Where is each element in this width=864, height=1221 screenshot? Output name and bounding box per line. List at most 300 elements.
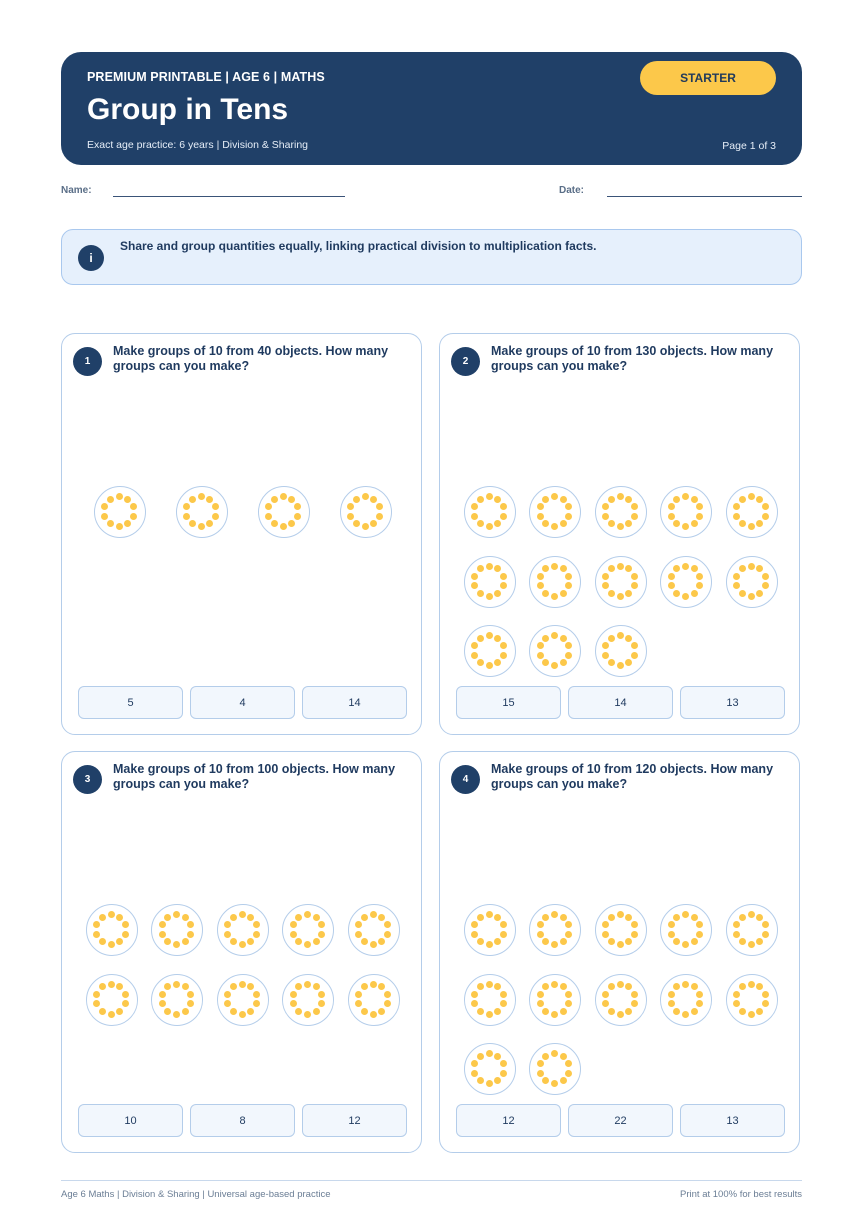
counter-circle-icon — [348, 974, 400, 1026]
dot-icon — [625, 635, 632, 642]
dot-icon — [239, 911, 246, 918]
dot-icon — [122, 1000, 129, 1007]
dot-icon — [355, 1000, 362, 1007]
answer-options — [78, 1104, 408, 1137]
counter-circle-icon — [282, 904, 334, 956]
dot-icon — [471, 582, 478, 589]
header-kicker: PREMIUM PRINTABLE | AGE 6 | MATHS — [87, 70, 325, 84]
dot-icon — [537, 513, 544, 520]
dot-icon — [625, 520, 632, 527]
dot-icon — [224, 931, 231, 938]
answer-option[interactable]: 10 — [78, 1104, 183, 1137]
dot-icon — [294, 513, 301, 520]
dot-icon — [565, 642, 572, 649]
dot-icon — [182, 983, 189, 990]
dot-icon — [739, 496, 746, 503]
dot-icon — [608, 520, 615, 527]
dot-icon — [265, 503, 272, 510]
dot-icon — [560, 565, 567, 572]
dot-icon — [631, 503, 638, 510]
dot-icon — [486, 563, 493, 570]
counter-circle-icon — [464, 486, 516, 538]
dot-icon — [247, 914, 254, 921]
dot-icon — [602, 931, 609, 938]
dot-icon — [625, 659, 632, 666]
dot-icon — [173, 911, 180, 918]
dot-icon — [486, 941, 493, 948]
counter-circle-icon — [529, 904, 581, 956]
dot-icon — [361, 1008, 368, 1015]
dot-icon — [560, 1008, 567, 1015]
dot-icon — [471, 931, 478, 938]
dot-icon — [182, 938, 189, 945]
dot-icon — [691, 914, 698, 921]
answer-option[interactable]: 13 — [680, 1104, 785, 1137]
dot-icon — [631, 1000, 638, 1007]
dot-icon — [230, 983, 237, 990]
level-badge: STARTER — [640, 61, 776, 95]
dot-icon — [739, 590, 746, 597]
dot-icon — [318, 1000, 325, 1007]
dot-icon — [304, 911, 311, 918]
dot-icon — [673, 565, 680, 572]
dot-icon — [471, 573, 478, 580]
dot-icon — [224, 1000, 231, 1007]
dot-icon — [206, 520, 213, 527]
dot-icon — [290, 1000, 297, 1007]
info-box — [61, 229, 802, 285]
info-icon: i — [78, 245, 104, 271]
dot-icon — [370, 1011, 377, 1018]
dot-icon — [99, 983, 106, 990]
dot-icon — [116, 493, 123, 500]
page-title: Group in Tens — [87, 93, 289, 126]
dot-icon — [471, 513, 478, 520]
dot-icon — [212, 503, 219, 510]
counter-circle-icon — [529, 486, 581, 538]
dot-icon — [673, 520, 680, 527]
dot-icon — [494, 520, 501, 527]
dot-icon — [602, 582, 609, 589]
dot-icon — [477, 1077, 484, 1084]
dot-icon — [253, 1000, 260, 1007]
dot-icon — [378, 983, 385, 990]
dot-icon — [551, 1050, 558, 1057]
dot-icon — [93, 931, 100, 938]
dot-icon — [288, 496, 295, 503]
dot-icon — [696, 921, 703, 928]
group-area — [62, 334, 421, 734]
dot-icon — [668, 582, 675, 589]
dot-icon — [318, 921, 325, 928]
dot-icon — [108, 1011, 115, 1018]
dot-icon — [107, 496, 114, 503]
answer-option[interactable]: 22 — [568, 1104, 673, 1137]
footer-right: Print at 100% for best results — [680, 1189, 802, 1200]
dot-icon — [124, 520, 131, 527]
dot-icon — [313, 938, 320, 945]
dot-icon — [239, 941, 246, 948]
dot-icon — [602, 921, 609, 928]
dot-icon — [602, 573, 609, 580]
dot-icon — [187, 921, 194, 928]
answer-option[interactable]: 4 — [190, 686, 295, 719]
dot-icon — [187, 991, 194, 998]
question-card-1 — [61, 333, 422, 735]
dot-icon — [696, 513, 703, 520]
dot-icon — [691, 590, 698, 597]
dot-icon — [304, 941, 311, 948]
counter-circle-icon — [340, 486, 392, 538]
dot-icon — [187, 931, 194, 938]
date-field[interactable] — [607, 196, 802, 197]
dot-icon — [739, 565, 746, 572]
dot-icon — [355, 931, 362, 938]
dot-icon — [733, 573, 740, 580]
counter-circle-icon — [464, 1043, 516, 1095]
dot-icon — [673, 938, 680, 945]
dot-icon — [537, 582, 544, 589]
dot-icon — [271, 520, 278, 527]
dot-icon — [565, 1000, 572, 1007]
dot-icon — [486, 1080, 493, 1087]
dot-icon — [537, 1070, 544, 1077]
dot-icon — [565, 573, 572, 580]
dot-icon — [159, 1000, 166, 1007]
dot-icon — [486, 523, 493, 530]
dot-icon — [494, 1008, 501, 1015]
dot-icon — [691, 520, 698, 527]
counter-circle-icon — [151, 974, 203, 1026]
dot-icon — [748, 941, 755, 948]
dot-icon — [537, 991, 544, 998]
dot-icon — [560, 635, 567, 642]
counter-circle-icon — [176, 486, 228, 538]
dot-icon — [762, 503, 769, 510]
dot-icon — [560, 938, 567, 945]
dot-icon — [542, 496, 549, 503]
answer-option[interactable]: 14 — [568, 686, 673, 719]
dot-icon — [108, 911, 115, 918]
dot-icon — [370, 981, 377, 988]
answer-option[interactable]: 14 — [302, 686, 407, 719]
dot-icon — [500, 582, 507, 589]
dot-icon — [362, 523, 369, 530]
dot-icon — [280, 523, 287, 530]
dot-icon — [99, 1008, 106, 1015]
dot-icon — [762, 921, 769, 928]
counter-circle-icon — [94, 486, 146, 538]
dot-icon — [361, 983, 368, 990]
dot-icon — [542, 914, 549, 921]
dot-icon — [617, 632, 624, 639]
counter-circle-icon — [86, 904, 138, 956]
dot-icon — [551, 981, 558, 988]
dot-icon — [617, 593, 624, 600]
dot-icon — [608, 565, 615, 572]
dot-icon — [537, 1000, 544, 1007]
counter-circle-icon — [464, 556, 516, 608]
dot-icon — [353, 496, 360, 503]
dot-icon — [560, 496, 567, 503]
dot-icon — [494, 1053, 501, 1060]
dot-icon — [206, 496, 213, 503]
dot-icon — [370, 520, 377, 527]
dot-icon — [756, 983, 763, 990]
dot-icon — [486, 662, 493, 669]
dot-icon — [691, 938, 698, 945]
dot-icon — [739, 914, 746, 921]
dot-icon — [189, 520, 196, 527]
dot-icon — [668, 513, 675, 520]
dot-icon — [384, 931, 391, 938]
dot-icon — [182, 1008, 189, 1015]
name-label: Name: — [61, 185, 92, 196]
dot-icon — [370, 911, 377, 918]
dot-icon — [756, 1008, 763, 1015]
dot-icon — [494, 938, 501, 945]
dot-icon — [355, 991, 362, 998]
dot-icon — [748, 1011, 755, 1018]
dot-icon — [691, 983, 698, 990]
dot-icon — [304, 1011, 311, 1018]
counter-circle-icon — [660, 904, 712, 956]
dot-icon — [486, 911, 493, 918]
dot-icon — [187, 1000, 194, 1007]
dot-icon — [500, 513, 507, 520]
dot-icon — [762, 931, 769, 938]
dot-icon — [551, 662, 558, 669]
dot-icon — [376, 503, 383, 510]
dot-icon — [318, 931, 325, 938]
dot-icon — [500, 652, 507, 659]
dot-icon — [189, 496, 196, 503]
dot-icon — [542, 1008, 549, 1015]
dot-icon — [173, 981, 180, 988]
dot-icon — [212, 513, 219, 520]
dot-icon — [668, 921, 675, 928]
dot-icon — [198, 493, 205, 500]
answer-option[interactable]: 12 — [456, 1104, 561, 1137]
name-field[interactable] — [113, 196, 345, 197]
dot-icon — [376, 513, 383, 520]
counter-circle-icon — [529, 625, 581, 677]
answer-option[interactable]: 13 — [680, 686, 785, 719]
answer-option[interactable]: 8 — [190, 1104, 295, 1137]
dot-icon — [631, 513, 638, 520]
dot-icon — [108, 941, 115, 948]
dot-icon — [130, 513, 137, 520]
dot-icon — [471, 1060, 478, 1067]
dot-icon — [551, 563, 558, 570]
dot-icon — [271, 496, 278, 503]
dot-icon — [542, 565, 549, 572]
dot-icon — [631, 931, 638, 938]
dot-icon — [625, 590, 632, 597]
dot-icon — [617, 662, 624, 669]
dot-icon — [500, 1060, 507, 1067]
dot-icon — [471, 1070, 478, 1077]
dot-icon — [551, 523, 558, 530]
dot-icon — [265, 513, 272, 520]
dot-icon — [739, 938, 746, 945]
dot-icon — [617, 911, 624, 918]
dot-icon — [290, 931, 297, 938]
dot-icon — [361, 914, 368, 921]
dot-icon — [486, 1011, 493, 1018]
dot-icon — [130, 503, 137, 510]
counter-circle-icon — [86, 974, 138, 1026]
answer-options — [456, 686, 786, 719]
dot-icon — [608, 590, 615, 597]
dot-icon — [602, 513, 609, 520]
dot-icon — [560, 659, 567, 666]
dot-icon — [551, 632, 558, 639]
answer-option[interactable]: 12 — [302, 1104, 407, 1137]
dot-icon — [230, 1008, 237, 1015]
dot-icon — [682, 1011, 689, 1018]
dot-icon — [551, 1011, 558, 1018]
info-text: Share and group quantities equally, linking practical division to multiplication facts. — [120, 239, 597, 253]
dot-icon — [682, 911, 689, 918]
group-area — [62, 752, 421, 1152]
dot-icon — [733, 1000, 740, 1007]
dot-icon — [565, 1060, 572, 1067]
dot-icon — [347, 513, 354, 520]
dot-icon — [230, 914, 237, 921]
dot-icon — [608, 496, 615, 503]
dot-icon — [362, 493, 369, 500]
dot-icon — [353, 520, 360, 527]
dot-icon — [748, 523, 755, 530]
dot-icon — [565, 991, 572, 998]
dot-icon — [494, 496, 501, 503]
question-text: Make groups of 10 from 120 objects. How many groups can you make? — [491, 762, 774, 791]
dot-icon — [542, 635, 549, 642]
dot-icon — [280, 493, 287, 500]
dot-icon — [93, 991, 100, 998]
dot-icon — [295, 983, 302, 990]
dot-icon — [631, 582, 638, 589]
dot-icon — [182, 914, 189, 921]
dot-icon — [748, 593, 755, 600]
dot-icon — [602, 1000, 609, 1007]
dot-icon — [696, 931, 703, 938]
dot-icon — [173, 1011, 180, 1018]
question-text: Make groups of 10 from 130 objects. How many groups can you make? — [491, 344, 774, 373]
dot-icon — [551, 941, 558, 948]
dot-icon — [602, 503, 609, 510]
dot-icon — [471, 991, 478, 998]
dot-icon — [542, 983, 549, 990]
dot-icon — [164, 938, 171, 945]
dot-icon — [99, 914, 106, 921]
dot-icon — [384, 921, 391, 928]
dot-icon — [370, 941, 377, 948]
dot-icon — [313, 983, 320, 990]
dot-icon — [762, 991, 769, 998]
dot-icon — [625, 565, 632, 572]
dot-icon — [239, 1011, 246, 1018]
counter-circle-icon — [529, 974, 581, 1026]
dot-icon — [253, 921, 260, 928]
dot-icon — [355, 921, 362, 928]
dot-icon — [733, 503, 740, 510]
counter-circle-icon — [726, 556, 778, 608]
dot-icon — [631, 652, 638, 659]
dot-icon — [551, 1080, 558, 1087]
dot-icon — [560, 590, 567, 597]
dot-icon — [542, 659, 549, 666]
dot-icon — [318, 991, 325, 998]
dot-icon — [756, 496, 763, 503]
dot-icon — [682, 981, 689, 988]
dot-icon — [101, 513, 108, 520]
dot-icon — [537, 652, 544, 659]
dot-icon — [696, 582, 703, 589]
dot-icon — [500, 573, 507, 580]
question-number: 1 — [73, 347, 102, 376]
counter-circle-icon — [660, 556, 712, 608]
dot-icon — [224, 921, 231, 928]
question-number: 4 — [451, 765, 480, 794]
dot-icon — [696, 573, 703, 580]
dot-icon — [477, 914, 484, 921]
answer-option[interactable]: 5 — [78, 686, 183, 719]
dot-icon — [542, 1077, 549, 1084]
dot-icon — [471, 503, 478, 510]
dot-icon — [756, 914, 763, 921]
dot-icon — [748, 493, 755, 500]
counter-circle-icon — [464, 974, 516, 1026]
dot-icon — [748, 981, 755, 988]
answer-options — [78, 686, 408, 719]
dot-icon — [682, 493, 689, 500]
counter-circle-icon — [595, 486, 647, 538]
dot-icon — [560, 983, 567, 990]
answer-option[interactable]: 15 — [456, 686, 561, 719]
dot-icon — [560, 1077, 567, 1084]
dot-icon — [294, 503, 301, 510]
dot-icon — [739, 1008, 746, 1015]
dot-icon — [691, 1008, 698, 1015]
dot-icon — [471, 921, 478, 928]
answer-options — [456, 1104, 786, 1137]
dot-icon — [625, 983, 632, 990]
dot-icon — [477, 659, 484, 666]
dot-icon — [733, 991, 740, 998]
dot-icon — [762, 1000, 769, 1007]
counter-circle-icon — [258, 486, 310, 538]
group-area — [440, 752, 799, 1152]
dot-icon — [673, 590, 680, 597]
dot-icon — [625, 1008, 632, 1015]
dot-icon — [625, 938, 632, 945]
dot-icon — [384, 991, 391, 998]
dot-icon — [295, 938, 302, 945]
dot-icon — [537, 931, 544, 938]
dot-icon — [682, 593, 689, 600]
dot-icon — [542, 520, 549, 527]
dot-icon — [122, 991, 129, 998]
dot-icon — [537, 573, 544, 580]
dot-icon — [542, 938, 549, 945]
dot-icon — [500, 931, 507, 938]
dot-icon — [551, 493, 558, 500]
footer-left: Age 6 Maths | Division & Sharing | Universal age-based practice — [61, 1189, 331, 1200]
dot-icon — [617, 941, 624, 948]
dot-icon — [159, 931, 166, 938]
